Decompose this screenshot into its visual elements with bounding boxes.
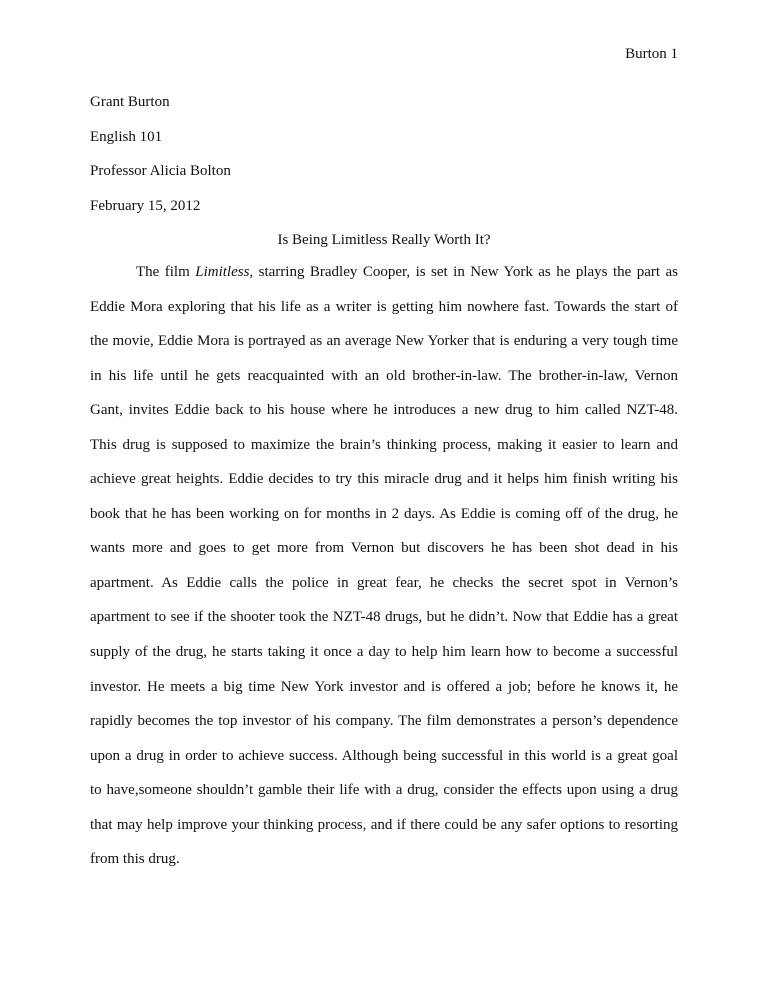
paragraph-line: book that he has been working on for months in 2 days. As Eddie is coming off of the drug, he <box>90 505 678 522</box>
paragraph-line: investor. He meets a big time New York investor and is offered a job; before he knows it, he <box>90 678 678 695</box>
running-head: Burton 1 <box>625 46 678 62</box>
paragraph-line: supply of the drug, he starts taking it once a day to help him learn how to become a successful <box>90 644 678 661</box>
paragraph-line: in his life until he gets reacquainted with an old brother-in-law. The brother-in-law, Vernon <box>90 367 678 384</box>
paragraph-line: to have,someone shouldn’t gamble their life with a drug, consider the effects upon using a drug <box>90 782 678 799</box>
paragraph-line: Eddie Mora exploring that his life as a writer is getting him nowhere fast. Towards the start of <box>90 298 678 315</box>
author-name: Grant Burton <box>90 94 170 110</box>
paragraph-line: apartment. As Eddie calls the police in great fear, he checks the secret spot in Vernon’s <box>90 574 678 591</box>
paragraph-line: rapidly becomes the top investor of his company. The film demonstrates a person’s dependence <box>90 713 678 730</box>
paragraph-line: wants more and goes to get more from Vernon but discovers he has been shot dead in his <box>90 540 678 557</box>
mla-heading <box>90 92 680 230</box>
line-text: , starring Bradley Cooper, is set in New York as he plays the part as <box>249 264 678 280</box>
line-text: The film <box>136 264 196 280</box>
essay-date: February 15, 2012 <box>90 197 201 214</box>
paragraph-line: upon a drug in order to achieve success. Although being successful in this world is a great goal <box>90 747 678 764</box>
course-name: English 101 <box>90 128 163 145</box>
paragraph-line: apartment to see if the shooter took the NZT-48 drugs, but he didn’t. Now that Eddie has a great <box>90 609 678 626</box>
paragraph-line: achieve great heights. Eddie decides to try this miracle drug and it helps him finish writing his <box>90 471 678 488</box>
paragraph-line: This drug is supposed to maximize the brain’s thinking process, making it easier to learn and <box>90 436 678 453</box>
paragraph-line: Gant, invites Eddie back to his house where he introduces a new drug to him called NZT-48. <box>90 402 678 419</box>
paragraph-line: from this drug. <box>90 851 180 868</box>
paragraph-line: that may help improve your thinking process, and if there could be any safer options to resorting <box>90 816 678 833</box>
professor-name: Professor Alicia Bolton <box>90 163 231 179</box>
essay-paragraph <box>90 262 678 884</box>
paragraph-line: the movie, Eddie Mora is portrayed as an average New Yorker that is enduring a very tough time <box>90 333 678 350</box>
paragraph-line <box>90 262 678 297</box>
film-title-italic: Limitless <box>195 264 250 280</box>
essay-title: Is Being Limitless Really Worth It? <box>277 232 491 248</box>
